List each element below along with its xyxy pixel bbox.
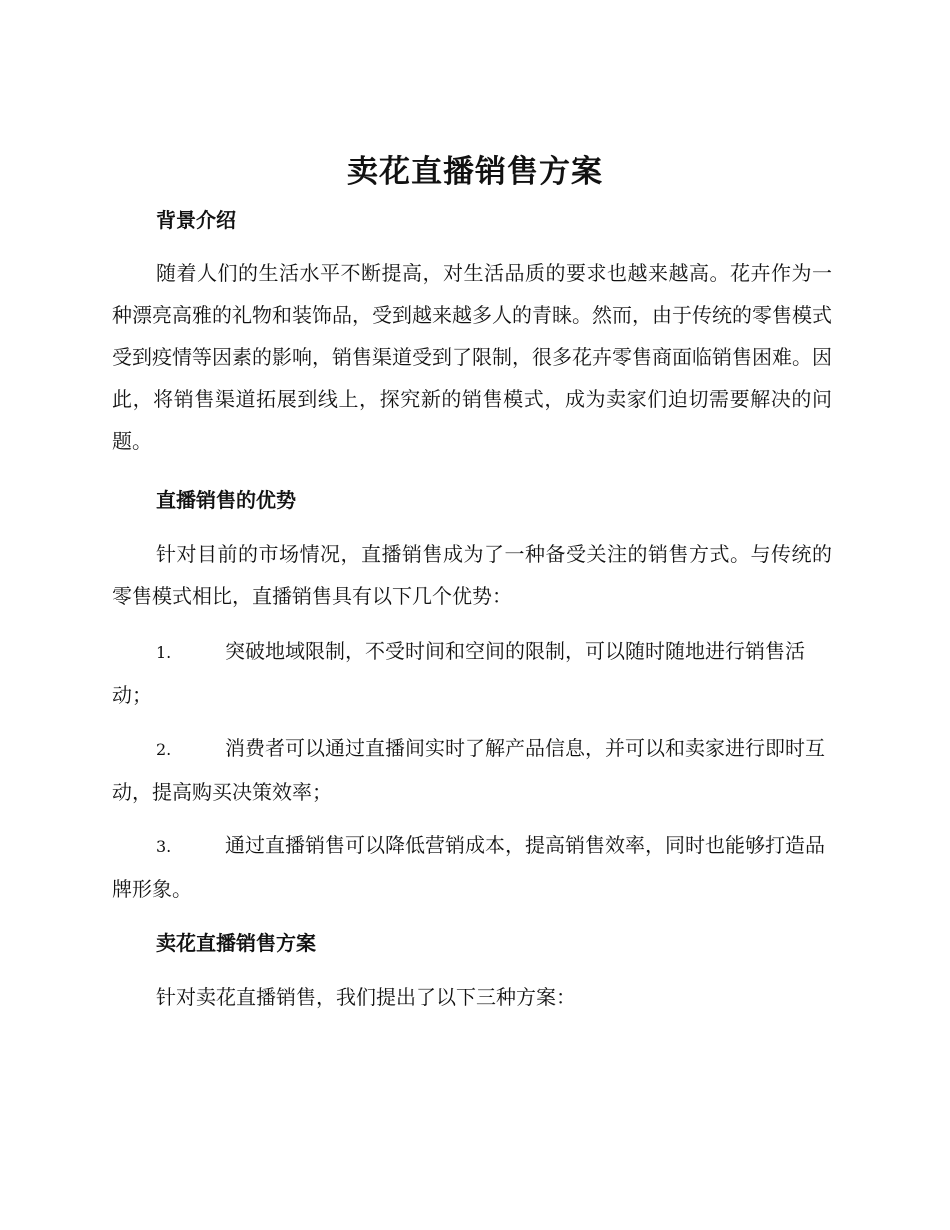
section-paragraph-plan: 针对卖花直播销售，我们提出了以下三种方案：	[156, 985, 576, 1009]
list-item	[112, 630, 832, 716]
section-paragraph-advantages: 针对目前的市场情况，直播销售成为了一种备受关注的销售方式。与传统的零售模式相比，直播销售具有以下几个优势：	[112, 542, 832, 608]
section-heading-advantages: 直播销售的优势	[156, 488, 296, 512]
list-item-number: 3.	[156, 837, 172, 856]
list-item-text: 突破地域限制，不受时间和空间的限制，可以随时随地进行销售活动；	[112, 639, 805, 707]
list-item-text: 通过直播销售可以降低营销成本，提高销售效率，同时也能够打造品牌形象。	[112, 833, 825, 901]
list-item-number: 1.	[156, 643, 172, 662]
list-item-text: 消费者可以通过直播间实时了解产品信息，并可以和卖家进行即时互动，提高购买决策效率；	[112, 736, 825, 804]
list-item	[112, 824, 832, 910]
list-item	[112, 727, 832, 813]
document-title: 卖花直播销售方案	[347, 154, 603, 190]
section-paragraph-background: 随着人们的生活水平不断提高，对生活品质的要求也越来越高。花卉作为一种漂亮高雅的礼物和装饰品，受到越来越多人的青睐。然而，由于传统的零售模式受到疫情等因素的影响，销售渠道受到了限制，很多花卉零售商面临销售困难。因此，将销售渠道拓展到线上，探究新的销售模式，成为卖家们迫切需要解决的问题。	[112, 261, 832, 453]
section-heading-plan: 卖花直播销售方案	[156, 931, 316, 955]
list-item-number: 2.	[156, 740, 172, 759]
section-heading-background: 背景介绍	[156, 208, 236, 232]
